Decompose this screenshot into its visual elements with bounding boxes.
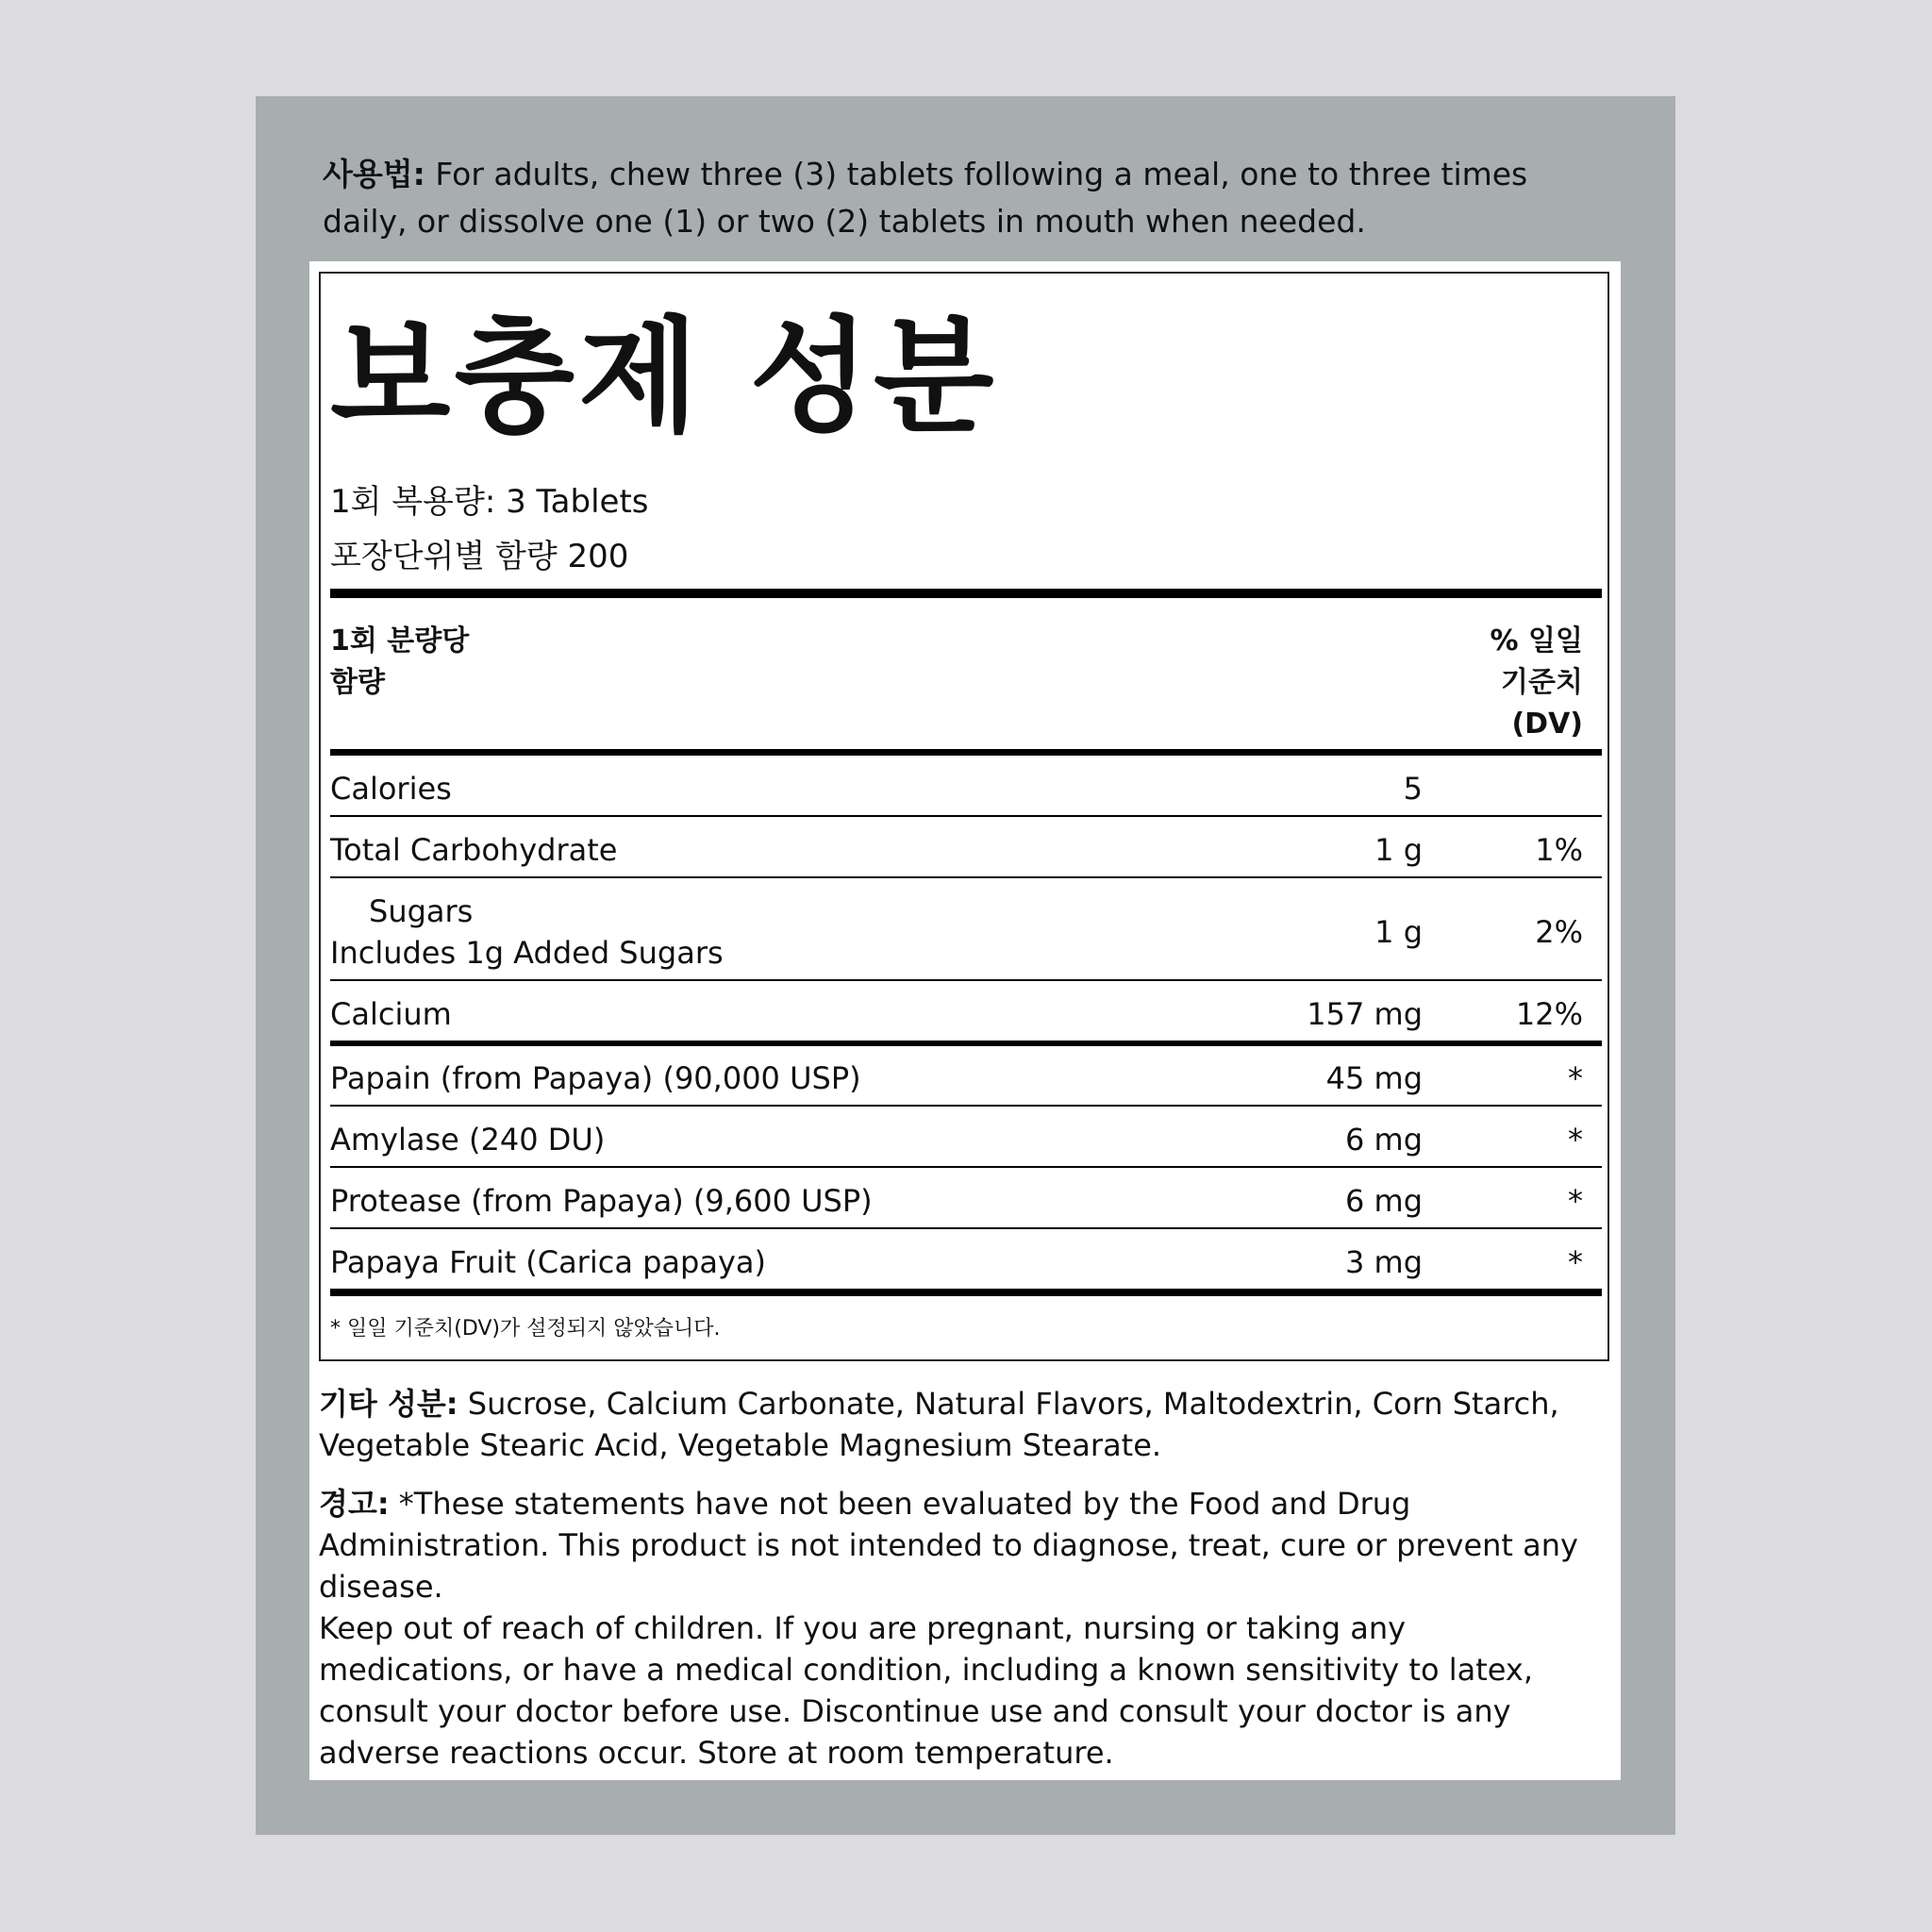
nutrient-amount: 3 mg	[1344, 1244, 1423, 1280]
nutrient-amount: 1 g	[1374, 914, 1423, 950]
caution-text: Keep out of reach of children. If you are pregnant, nursing or taking any medications, or have a medical condition, including a known sensitivity to latex, consult your doctor before use. Discontinue use and consult your doctor is any adverse reactions occur. Store at room temperature.	[319, 1610, 1533, 1771]
nutrient-name: Calories	[330, 771, 452, 807]
other-ingredients-label: 기타 성분:	[319, 1386, 458, 1422]
facts-title: 보충제 성분	[330, 305, 998, 450]
warning-text: *These statements have not been evaluated by the Food and Drug Administration. This product is not intended to diagnose, treat, cure or prevent any disease.	[319, 1486, 1578, 1605]
other-ingredients-text: Sucrose, Calcium Carbonate, Natural Flavors, Maltodextrin, Corn Starch, Vegetable Stearic Acid, Vegetable Magnesium Stearate.	[319, 1386, 1559, 1463]
nutrient-name: Amylase (240 DU)	[330, 1122, 606, 1158]
thick-rule-bottom	[330, 1289, 1602, 1296]
nutrient-name: Calcium	[330, 996, 452, 1032]
nutrient-name: Sugars	[369, 893, 474, 929]
nutrient-amount: 1 g	[1374, 832, 1423, 868]
nutrient-dv: 12%	[1515, 996, 1583, 1032]
nutrient-dv: *	[1568, 1122, 1583, 1158]
row-divider	[330, 1227, 1602, 1229]
directions-body: For adults, chew three (3) tablets following a meal, one to three times daily, or dissolve one (1) or two (2) tablets in mouth when needed.	[323, 156, 1528, 240]
nutrient-dv: *	[1568, 1244, 1583, 1280]
thick-rule-top	[330, 589, 1602, 598]
row-divider	[330, 1166, 1602, 1168]
header-left-line1: 1회 분량당	[330, 625, 470, 658]
dv-footnote: * 일일 기준치(DV)가 설정되지 않았습니다.	[330, 1317, 721, 1341]
nutrient-name: Papain (from Papaya) (90,000 USP)	[330, 1060, 861, 1096]
nutrient-dv: 2%	[1535, 914, 1583, 950]
header-right-line3: (DV)	[1511, 708, 1583, 741]
row-divider	[330, 815, 1602, 817]
warning-statement	[319, 1483, 1602, 1607]
nutrient-name: Total Carbohydrate	[330, 832, 618, 868]
nutrient-name: Protease (from Papaya) (9,600 USP)	[330, 1183, 873, 1219]
nutrient-dv: *	[1568, 1060, 1583, 1096]
amount-per-serving-header	[330, 621, 469, 704]
directions-label: 사용법:	[323, 156, 425, 192]
nutrient-dv: 1%	[1535, 832, 1583, 868]
nutrient-row	[330, 891, 1602, 974]
directions-text	[323, 151, 1615, 245]
thick-rule-header	[330, 749, 1602, 756]
nutrient-subname: Includes 1g Added Sugars	[330, 935, 724, 971]
header-right-line1: % 일일	[1490, 625, 1583, 658]
nutrient-name: Papaya Fruit (Carica papaya)	[330, 1244, 766, 1280]
nutrient-amount: 6 mg	[1344, 1122, 1423, 1158]
servings-per-container: 포장단위별 함량 200	[330, 538, 629, 575]
nutrient-amount: 157 mg	[1307, 996, 1423, 1032]
warning-label: 경고:	[319, 1486, 390, 1522]
row-divider	[330, 876, 1602, 878]
supplement-facts-box	[319, 272, 1609, 1361]
nutrient-amount: 6 mg	[1344, 1183, 1423, 1219]
row-divider	[330, 1105, 1602, 1107]
nutrient-amount: 45 mg	[1325, 1060, 1423, 1096]
row-divider	[330, 979, 1602, 981]
nutrient-dv: *	[1568, 1183, 1583, 1219]
header-left-line2: 함량	[330, 666, 385, 699]
thick-rule-middle	[330, 1041, 1602, 1046]
daily-value-header	[1491, 621, 1583, 745]
nutrient-amount: 5	[1403, 771, 1423, 807]
header-right-line2: 기준치	[1501, 666, 1583, 699]
other-ingredients	[319, 1383, 1602, 1466]
serving-size: 1회 복용량: 3 Tablets	[330, 483, 649, 521]
